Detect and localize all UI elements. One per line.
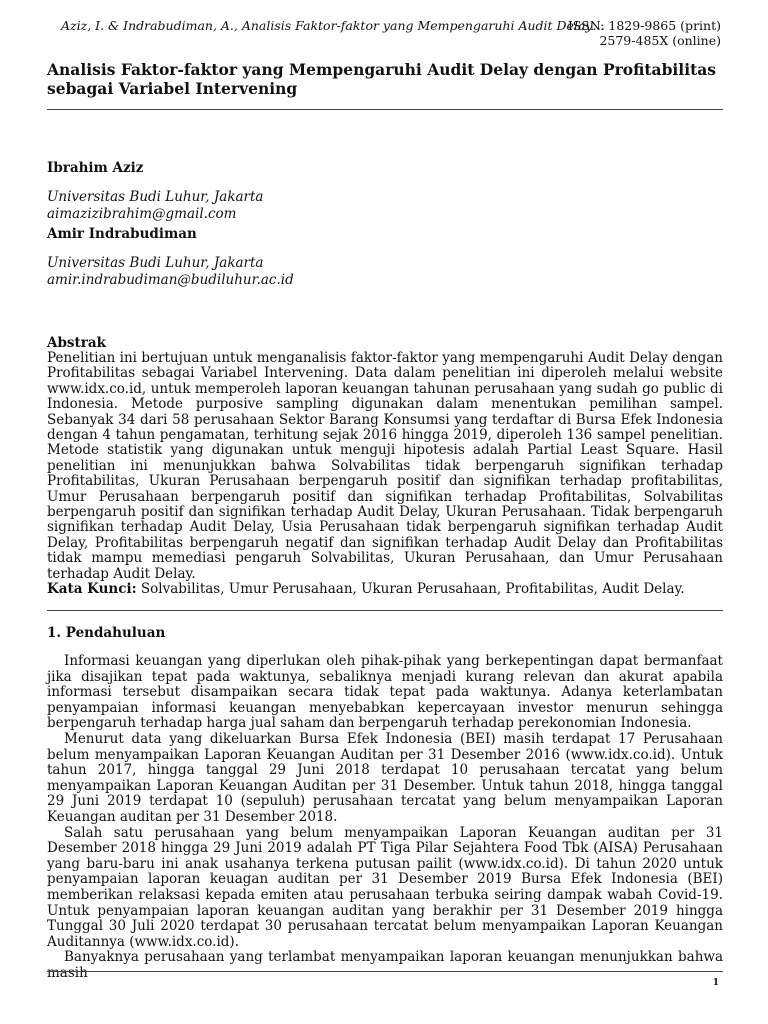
running-header (47, 16, 723, 48)
author-1 (47, 160, 723, 222)
section-heading: 1. Pendahuluan (47, 625, 166, 641)
issn-print: ISSN: 1829-9865 (print) (567, 18, 721, 33)
running-citation: Aziz, I. & Indrabudiman, A., Analisis Faktor-faktor yang Mempengaruhi Audit Delay… (61, 18, 605, 33)
keywords-list: Solvabilitas, Umur Perusahaan, Ukuran Perusahaan, Profitabilitas, Audit Delay. (136, 581, 685, 598)
abstract-divider (47, 610, 723, 611)
author-2 (47, 226, 723, 288)
body-paragraph: Menurut data yang dikeluarkan Bursa Efek Indonesia (BEI) masih terdapat 17 Perusahaan belum menyampaikan Laporan Keuangan Auditan per 31 Desember 2016 (www.idx.co.id). Untuk tahun 2017, hingga tanggal 29 Juni 2018 terdapat 10 perusahaan tercatat yang belum menyampaikan Laporan Keuangan Auditan per 31 Desember. Untuk tahun 2018, hingga tanggal 29 Juni 2019 terdapat 10 (sepuluh) perusahaan tercatat yang belum menyampaikan Laporan Keuangan auditan per 31 Desember 2018. (47, 730, 723, 825)
abstract-text: Penelitian ini bertujuan untuk menganalisis faktor-faktor yang mempengaruhi Audit Delay dengan Profitabilitas sebagai Variabel Intervening. Data dalam penelitian ini diperoleh melalui website www.idx.co.id, untuk memperoleh laporan keuangan tahunan perusahaan yang sudah go public di Indonesia. Metode purposive sampling digunakan dalam menentukan pemilihan sampel. Sebanyak 34 dari 58 perusahaan Sektor Barang Konsumsi yang terdaftar di Bursa Efek Indonesia dengan 4 tahun pengamatan, terhitung sejak 2016 hingga 2019, diperoleh 136 sampel penelitian. Metode statistik yang digunakan untuk menguji hipotesis adalah Partial Least Square. Hasil penelitian ini menunjukkan bahwa Solvabilitas tidak berpengaruh signifikan terhadap Profitabilitas, Ukuran Perusahaan berpengaruh positif dan signifikan terhadap profitabilitas, Umur Perusahaan berpengaruh positif dan signifikan terhadap Profitabilitas, Solvabilitas berpengaruh positif dan signifikan terhadap Audit Delay, Ukuran Perusahaan. Tidak berpengaruh signifikan terhadap Audit Delay, Usia Perusahaan tidak berpengaruh signifikan terhadap Audit Delay, Profitabilitas berpengaruh negatif dan signifikan terhadap Audit Delay dan Profitabilitas tidak mampu memediasi pengaruh Solvabilitas, Ukuran Perusahaan, dan Umur Perusahaan terhadap Audit Delay. (47, 350, 723, 582)
author-affiliation: Universitas Budi Luhur, Jakarta (47, 189, 264, 205)
body-paragraph: Banyaknya perusahaan yang terlambat menyampaikan laporan keuangan menunjukkan bahwa masih (47, 949, 723, 981)
issn-online: 2579-485X (online) (599, 33, 721, 48)
abstract-heading: Abstrak (47, 335, 106, 351)
footer-divider (47, 971, 723, 972)
issn-block (568, 18, 721, 48)
page-number: 1 (712, 978, 719, 988)
keywords (47, 582, 723, 597)
title-divider (47, 109, 723, 110)
author-name: Amir Indrabudiman (47, 226, 197, 242)
abstract (47, 335, 723, 598)
keywords-label: Kata Kunci: (47, 581, 137, 598)
body-paragraph: Informasi keuangan yang diperlukan oleh pihak-pihak yang berkepentingan dapat bermanfaat jika disajikan tepat pada waktunya, sebaliknya menjadi kurang relevan dan akurat apabila informasi tersebut disampaikan secara tidak tepat pada waktunya. Adanya keterlambatan penyampaian informasi keuangan menyebabkan kepercayaan investor menurun sehingga berpengaruh terhadap harga jual saham dan berpengaruh terhadap perekonomian Indonesia. (47, 653, 723, 732)
section-introduction (47, 625, 723, 981)
paper-title: Analisis Faktor-faktor yang Mempengaruhi Audit Delay dengan Profitabilitas sebagai Variabel Intervening (47, 60, 717, 98)
author-name: Ibrahim Aziz (47, 160, 144, 176)
author-email: aimazizibrahim@gmail.com (47, 205, 237, 222)
author-email: amir.indrabudiman@budiluhur.ac.id (47, 271, 294, 288)
body-paragraph: Salah satu perusahaan yang belum menyampaikan Laporan Keuangan auditan per 31 Desember 2018 hingga 29 Juni 2019 adalah PT Tiga Pilar Sejahtera Food Tbk (AISA) Perusahaan yang baru-baru ini anak usahanya terkena putusan pailit (www.idx.co.id). Di tahun 2020 untuk penyampaian laporan keuagan auditan per 31 Desember 2019 Bursa Efek Indonesia (BEI) memberikan relaksasi kepada emiten atau perusahaan terbuka seiring dampak wabah Covid-19. Untuk penyampaian laporan keuangan auditan yang berakhir per 31 Desember 2019 hingga Tunggal 30 Juli 2020 terdapat 30 perusahaan tercatat belum menyampaikan Laporan Keuangan Auditannya (www.idx.co.id). (47, 824, 723, 950)
author-affiliation: Universitas Budi Luhur, Jakarta (47, 255, 264, 271)
